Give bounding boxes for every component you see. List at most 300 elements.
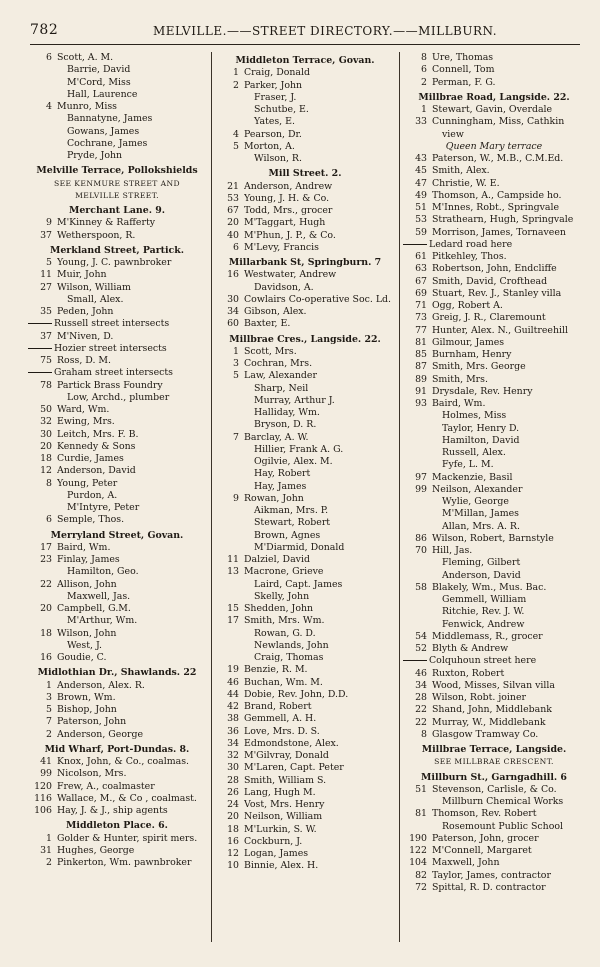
occupant-name: Rosemount Public School: [442, 820, 563, 832]
dash-rule: [28, 348, 52, 349]
intersection-note: [28, 318, 206, 330]
street-heading: Middleton Terrace, Govan.: [235, 55, 375, 66]
directory-entry: [215, 762, 395, 774]
occupant-name: Fyfe, L. M.: [442, 459, 494, 471]
directory-entry: [403, 435, 585, 447]
directory-entry: [28, 591, 206, 603]
directory-entry: [403, 398, 585, 410]
house-number: 73: [415, 312, 427, 324]
occupant-name: Peden, John: [57, 306, 114, 317]
occupant-name: M'Connell, Margaret: [432, 845, 532, 856]
house-number: [403, 410, 432, 422]
occupant-name: Craig, Donald: [244, 67, 310, 79]
occupant-name: Hill, Jas.: [432, 545, 473, 556]
directory-entry: [215, 542, 395, 554]
intersection-text: Ledard road here: [429, 238, 513, 250]
house-number: 22: [415, 716, 427, 728]
directory-entry: [215, 358, 395, 370]
occupant-name: Newlands, John: [254, 639, 329, 651]
directory-entry: [28, 502, 206, 514]
house-number: 122: [409, 845, 427, 856]
directory-entry: [403, 833, 585, 845]
house-number: [215, 116, 244, 128]
occupant-name: Hall, Laurence: [67, 88, 138, 100]
house-number: 22: [40, 578, 52, 590]
occupant-name: Kennedy & Sons: [57, 440, 136, 452]
directory-entry: [403, 423, 585, 435]
occupant-name: Low, Archd., plumber: [67, 391, 170, 403]
directory-entry: [215, 493, 395, 505]
dash-rule: [403, 660, 427, 661]
street-heading: Millbrae Road, Langside. 22.: [418, 91, 570, 103]
directory-entry: [215, 738, 395, 750]
directory-entry: [28, 768, 206, 780]
house-number: 16: [227, 269, 239, 281]
house-number: 44: [227, 688, 239, 700]
house-number: 30: [40, 428, 52, 440]
occupant-name: Macrone, Grieve: [244, 566, 324, 578]
house-number: 38: [227, 713, 239, 725]
occupant-name: M'Cord, Miss: [67, 76, 131, 88]
directory-entry: [403, 104, 585, 116]
intersection-text: Graham street intersects: [54, 367, 173, 379]
occupant-name: Davidson, A.: [254, 281, 314, 293]
directory-entry: [403, 545, 585, 557]
occupant-name: Young, Peter: [57, 477, 118, 489]
house-number: [403, 521, 432, 533]
occupant-name: Love, Mrs. D. S.: [244, 725, 320, 737]
column-1: [28, 52, 206, 869]
house-number: [215, 92, 244, 104]
directory-entry: [215, 306, 395, 318]
street-heading: Millbrae Cres., Langside. 22.: [229, 333, 381, 345]
directory-entry: [215, 640, 395, 652]
occupant-name: Finlay, James: [57, 554, 120, 565]
directory-entry: [215, 269, 395, 281]
occupant-name: Yates, E.: [254, 116, 295, 128]
occupant-name: Binnie, Alex. H.: [244, 860, 319, 872]
occupant-name: Middlemass, R., grocer: [432, 630, 543, 642]
directory-entry: [215, 407, 395, 419]
occupant-name: Vost, Mrs. Henry: [244, 799, 325, 810]
house-number: [28, 150, 57, 162]
occupant-name: Ure, Thomas: [432, 52, 494, 63]
directory-entry: [403, 631, 585, 643]
directory-entry: [403, 821, 585, 833]
page-header: [30, 22, 580, 45]
directory-entry: [28, 478, 206, 490]
house-number: [215, 640, 244, 652]
directory-entry: [403, 325, 585, 337]
directory-entry: [403, 288, 585, 300]
house-number: 18: [40, 453, 52, 464]
house-number: 32: [40, 416, 52, 428]
house-number: 82: [415, 869, 427, 881]
occupant-name: Ward, Wm.: [57, 404, 110, 415]
directory-entry: [403, 276, 585, 288]
dash-rule: [403, 244, 427, 245]
directory-entry: [28, 52, 206, 64]
directory-entry: [403, 214, 585, 226]
directory-entry: [215, 67, 395, 79]
occupant-name: Partick Brass Foundry: [57, 379, 163, 391]
directory-entry: [215, 554, 395, 566]
house-number: [215, 505, 244, 517]
directory-entry: [28, 652, 206, 664]
house-number: [403, 447, 432, 459]
occupant-name: Thomson, A., Campside ho.: [432, 189, 562, 201]
directory-entry: [403, 64, 585, 76]
directory-entry: [215, 566, 395, 578]
occupant-name: M'Levy, Francis: [244, 241, 319, 253]
occupant-name: Cockburn, J.: [244, 835, 303, 847]
occupant-name: Pryde, John: [67, 150, 123, 161]
occupant-name: Taylor, Henry D.: [442, 422, 520, 434]
house-number: 1: [421, 104, 427, 115]
house-number: 106: [34, 805, 52, 816]
directory-entry: [403, 808, 585, 820]
house-number: [28, 138, 57, 150]
directory-entry: [28, 355, 206, 367]
directory-entry: [215, 530, 395, 542]
occupant-name: Campbell, G.M.: [57, 603, 131, 614]
intersection-note: [403, 655, 585, 667]
house-number: 34: [227, 306, 239, 317]
house-number: [28, 294, 57, 306]
occupant-name: Drysdale, Rev. Henry: [432, 385, 533, 397]
occupant-name: Hay, J. & J., ship agents: [57, 805, 168, 816]
directory-entry: [403, 717, 585, 729]
occupant-name: Wood, Misses, Silvan villa: [432, 679, 555, 691]
occupant-name: Cowlairs Co-operative Soc. Ld.: [244, 293, 392, 305]
occupant-name: M'Taggart, Hugh: [244, 217, 326, 229]
directory-entry: [28, 554, 206, 566]
directory-entry: [403, 337, 585, 349]
directory-entry: [403, 533, 585, 545]
occupant-name: Hillier, Frank A. G.: [254, 443, 344, 455]
directory-entry: [403, 459, 585, 471]
house-number: [403, 594, 432, 606]
house-number: 28: [227, 774, 239, 786]
house-number: 24: [227, 799, 239, 810]
occupant-name: Young, J. C. pawnbroker: [57, 257, 172, 268]
directory-entry: [403, 857, 585, 869]
directory-entry: [403, 582, 585, 594]
occupant-name: Purdon, A.: [67, 489, 118, 501]
house-number: 17: [227, 615, 239, 627]
street-heading: Merryland Street, Govan.: [50, 529, 184, 541]
occupant-name: Parker, John: [244, 79, 303, 91]
occupant-name: Allison, John: [57, 578, 117, 590]
directory-entry: [403, 447, 585, 459]
occupant-name: Barclay, A. W.: [244, 431, 309, 443]
occupant-name: Smith, Alex.: [432, 165, 490, 177]
occupant-name: Connell, Tom: [432, 64, 495, 76]
directory-entry: [28, 680, 206, 692]
occupant-name: Lang, Hugh M.: [244, 786, 316, 798]
directory-entry: [215, 370, 395, 382]
directory-entry: [403, 668, 585, 680]
occupant-name: Christie, W. E.: [432, 177, 500, 189]
house-number: 190: [409, 832, 427, 844]
occupant-name: Gilmour, James: [432, 336, 505, 348]
house-number: 11: [227, 554, 239, 565]
house-number: 9: [46, 217, 52, 229]
house-number: 53: [227, 192, 239, 204]
directory-entry: [215, 848, 395, 860]
house-number: 37: [40, 330, 52, 342]
house-number: [28, 615, 57, 627]
occupant-name: Morrison, James, Tornaveen: [432, 226, 566, 238]
house-number: 51: [415, 202, 427, 213]
occupant-name: Paterson, John: [57, 716, 127, 728]
house-number: 6: [46, 52, 52, 63]
house-number: [28, 126, 57, 138]
directory-entry: [28, 756, 206, 768]
directory-entry: [215, 799, 395, 811]
house-number: 6: [421, 64, 427, 76]
directory-entry: [215, 775, 395, 787]
occupant-name: Hamilton, Geo.: [67, 566, 139, 578]
occupant-name: Smith, Mrs. Wm.: [244, 615, 325, 627]
cross-reference: SEE KENMURE STREET AND: [54, 178, 180, 188]
occupant-name: Todd, Mrs., grocer: [244, 205, 333, 216]
directory-entry: [215, 664, 395, 676]
directory-entry: [403, 386, 585, 398]
house-number: 3: [233, 358, 239, 369]
directory-entry: [28, 138, 206, 150]
running-title: MELVILLE.——STREET DIRECTORY.——MILLBURN.: [152, 24, 498, 38]
house-number: 8: [421, 52, 427, 63]
house-number: [403, 508, 432, 520]
directory-entry: [28, 257, 206, 269]
street-heading: Merchant Lane. 9.: [68, 205, 166, 216]
directory-entry: [215, 824, 395, 836]
house-number: 28: [415, 692, 427, 703]
directory-entry: [403, 227, 585, 239]
house-number: 20: [40, 603, 52, 614]
house-number: 46: [415, 667, 427, 679]
directory-entry: [403, 680, 585, 692]
occupant-name: Wylie, George: [442, 496, 509, 507]
directory-entry: [403, 374, 585, 386]
directory-entry: [215, 217, 395, 229]
house-number: 81: [415, 336, 427, 348]
occupant-name: Dalziel, David: [244, 554, 310, 565]
occupant-name: Brown, Wm.: [57, 691, 116, 703]
directory-entry: [28, 542, 206, 554]
directory-entry: [215, 811, 395, 823]
directory-entry: [28, 692, 206, 704]
column-divider: [399, 52, 400, 942]
house-number: 23: [40, 554, 52, 565]
street-heading: Melville Terrace, Pollokshields: [36, 165, 198, 177]
occupant-name: Wilson, John: [57, 627, 117, 639]
house-number: 6: [46, 514, 52, 526]
occupant-name: Strathearn, Hugh, Springvale: [432, 214, 574, 226]
house-number: [28, 490, 57, 502]
house-number: [403, 619, 432, 631]
occupant-name: Benzie, R. M.: [244, 664, 308, 676]
house-number: 34: [227, 737, 239, 749]
house-number: [28, 392, 57, 404]
house-number: 77: [415, 324, 427, 336]
occupant-name: Anderson, David: [57, 465, 136, 477]
house-number: [28, 89, 57, 101]
house-number: 42: [227, 701, 239, 712]
directory-entry: [403, 263, 585, 275]
house-number: 12: [227, 848, 239, 859]
directory-entry: [403, 521, 585, 533]
occupant-name: Glasgow Tramway Co.: [432, 728, 539, 740]
cross-reference: MELVILLE STREET.: [75, 190, 159, 200]
house-number: [28, 502, 57, 514]
house-number: 86: [415, 532, 427, 544]
occupant-name: Sharp, Neil: [254, 382, 309, 394]
column-divider: [211, 52, 212, 942]
directory-entry: [28, 716, 206, 728]
occupant-name: Buchan, Wm. M.: [244, 676, 323, 688]
house-number: [215, 628, 244, 640]
house-number: 16: [227, 835, 239, 847]
occupant-name: Stuart, Rev. J., Stanley villa: [432, 287, 562, 299]
occupant-name: Ruxton, Robert: [432, 667, 505, 679]
occupant-name: Ogg, Robert A.: [432, 300, 503, 311]
directory-entry: [28, 404, 206, 416]
occupant-name: Barrie, David: [67, 64, 131, 76]
directory-entry: [403, 557, 585, 569]
intersection-text: Hozier street intersects: [54, 342, 167, 354]
house-number: 59: [415, 226, 427, 238]
occupant-name: Craig, Thomas: [254, 652, 324, 663]
house-number: 50: [40, 404, 52, 415]
directory-entry: [215, 193, 395, 205]
directory-entry: [403, 190, 585, 202]
occupant-name: Perman, F. G.: [432, 76, 496, 88]
house-number: 35: [40, 306, 52, 317]
occupant-name: Schutbe, E.: [254, 104, 309, 115]
house-number: [403, 129, 432, 141]
occupant-name: Russell, Alex.: [442, 447, 506, 458]
house-number: 1: [46, 832, 52, 844]
occupant-name: view: [442, 128, 464, 140]
directory-entry: [28, 392, 206, 404]
directory-entry: [28, 465, 206, 477]
house-number: 2: [46, 857, 52, 868]
house-number: 27: [40, 281, 52, 293]
house-number: 49: [415, 189, 427, 201]
house-number: 40: [227, 229, 239, 241]
directory-entry: [403, 472, 585, 484]
house-number: 5: [46, 257, 52, 268]
occupant-name: Stewart, Gavin, Overdale: [432, 104, 553, 115]
house-number: 3: [46, 691, 52, 703]
occupant-name: Holmes, Miss: [442, 410, 507, 422]
directory-entry: [28, 628, 206, 640]
occupant-name: Anderson, George: [57, 728, 144, 740]
house-number: 11: [40, 269, 52, 281]
house-number: [28, 591, 57, 603]
occupant-name: Curdie, James: [57, 453, 124, 464]
occupant-name: Ross, D. M.: [57, 355, 112, 366]
occupant-name: Gibson, Alex.: [244, 306, 307, 317]
house-number: 5: [233, 370, 239, 382]
house-number: [28, 64, 57, 76]
directory-entry: [28, 429, 206, 441]
directory-entry: [403, 361, 585, 373]
directory-entry: [403, 251, 585, 263]
house-number: 22: [415, 704, 427, 716]
house-number: 5: [46, 704, 52, 715]
house-number: [28, 640, 57, 652]
directory-entry: [403, 570, 585, 582]
occupant-name: Laird, Capt. James: [254, 578, 343, 590]
directory-entry: [215, 615, 395, 627]
house-number: 10: [227, 860, 239, 872]
directory-entry: [215, 517, 395, 529]
street-heading: Mid Wharf, Port-Dundas. 8.: [44, 743, 190, 755]
occupant-name: Gowans, James: [67, 125, 140, 137]
occupant-name: Halliday, Wm.: [254, 407, 320, 418]
column-3: [403, 52, 585, 894]
directory-entry: [215, 591, 395, 603]
directory-entry: [215, 701, 395, 713]
occupant-name: West, J.: [67, 639, 102, 651]
house-number: 36: [227, 725, 239, 737]
directory-entry: [403, 704, 585, 716]
occupant-name: Wilson, William: [57, 281, 131, 293]
intersection-text: Colquhoun street here: [429, 655, 537, 667]
house-number: [403, 606, 432, 618]
occupant-name: Millburn Chemical Works: [442, 796, 564, 807]
house-number: 7: [46, 716, 52, 728]
house-number: 33: [415, 116, 427, 128]
sub-heading: Queen Mary terrace: [445, 140, 543, 152]
house-number: [215, 530, 244, 542]
occupant-name: M'Kinney & Rafferty: [57, 217, 156, 229]
house-number: [403, 459, 432, 471]
occupant-name: Wilson, Robt. joiner: [432, 692, 526, 703]
directory-entry: [28, 77, 206, 89]
directory-entry: [28, 845, 206, 857]
house-number: [28, 113, 57, 125]
occupant-name: Scott, Mrs.: [244, 345, 297, 357]
directory-entry: [215, 628, 395, 640]
directory-entry: [215, 92, 395, 104]
house-number: 2: [233, 79, 239, 91]
house-number: [215, 282, 244, 294]
directory-entry: [28, 306, 206, 318]
directory-entry: [403, 202, 585, 214]
house-number: 31: [40, 844, 52, 856]
directory-entry: [28, 126, 206, 138]
directory-entry: [28, 64, 206, 76]
occupant-name: Knox, John, & Co., coalmas.: [57, 756, 190, 767]
occupant-name: Wilson, R.: [254, 153, 302, 164]
directory-entry: [215, 481, 395, 493]
directory-entry: [28, 781, 206, 793]
directory-entry: [403, 52, 585, 64]
occupant-name: Brand, Robert: [244, 701, 312, 712]
house-number: 99: [415, 483, 427, 495]
house-number: [28, 566, 57, 578]
occupant-name: Gemmell, William: [442, 594, 527, 605]
dash-rule: [28, 323, 52, 324]
occupant-name: Hay, James: [254, 480, 307, 492]
occupant-name: Brown, Agnes: [254, 529, 321, 541]
directory-entry: [28, 640, 206, 652]
directory-entry: [28, 441, 206, 453]
